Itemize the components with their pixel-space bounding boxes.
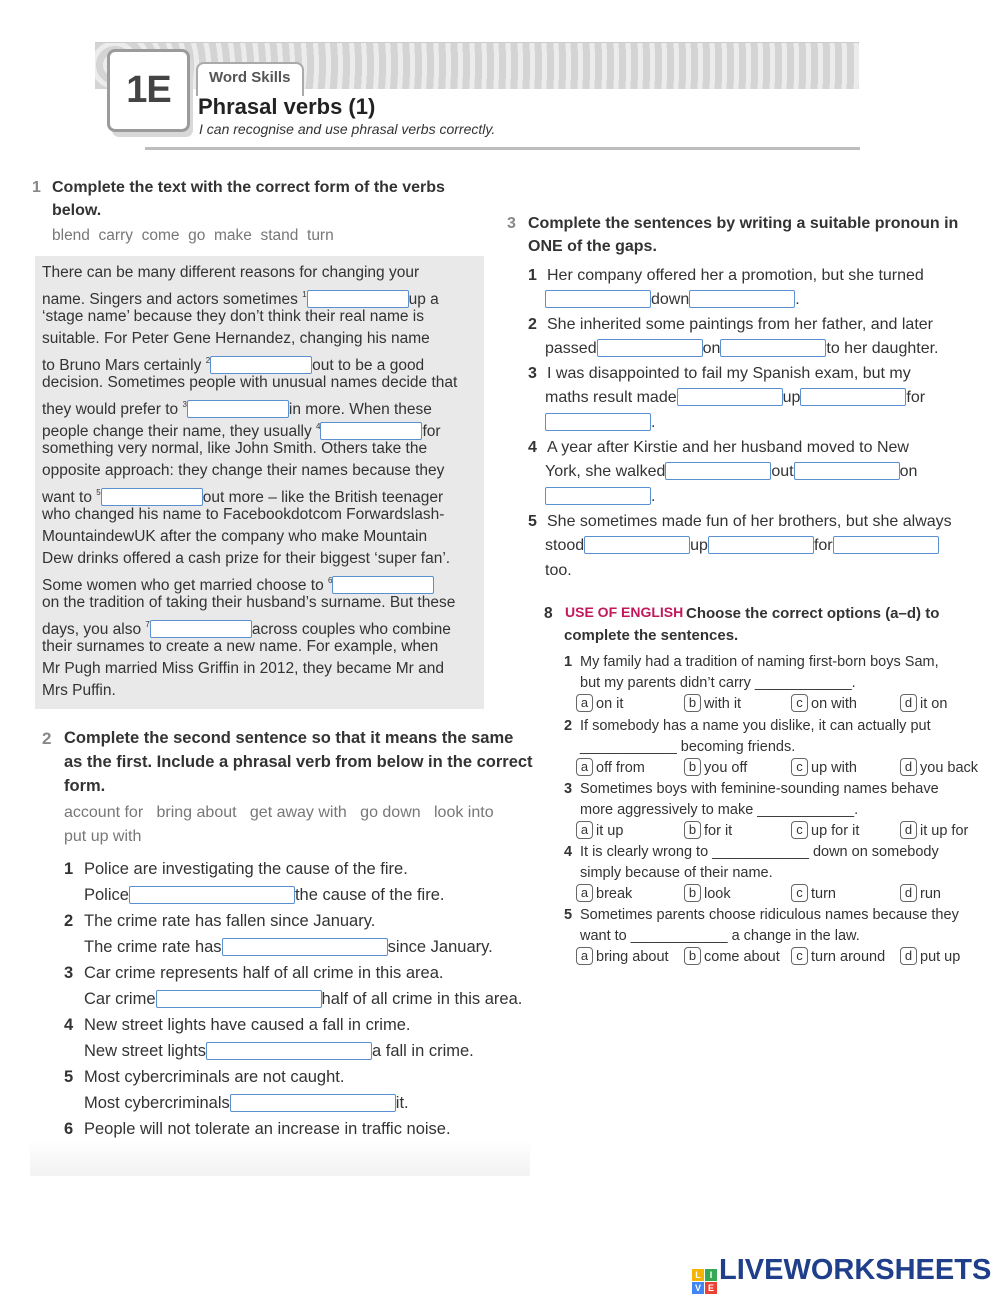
option-text: you back	[920, 760, 979, 776]
option-letter: a	[576, 694, 593, 712]
ex8-item-number: 5	[564, 907, 573, 923]
ex1-line-text: out more – like the British teenager	[202, 489, 444, 506]
ex3-word: up	[690, 537, 708, 554]
option-letter: c	[791, 884, 808, 902]
ex3-item-line1: She inherited some paintings from her father, and later	[547, 316, 933, 333]
ex2-instruction-line1: Complete the second sentence so that it means the same	[64, 729, 514, 747]
option-letter: b	[684, 947, 701, 965]
ex2-item-answer-line	[84, 1040, 474, 1062]
ex8-item-number: 2	[564, 718, 573, 734]
ex3-item-number: 3	[528, 365, 537, 382]
option-letter: d	[900, 947, 917, 965]
option-letter: b	[684, 884, 701, 902]
ex8-item-line1: If somebody has a name you dislike, it can actually put	[580, 718, 931, 734]
ex2-item-suffix: half of all crime in this area.	[321, 990, 523, 1008]
ex2-item-number: 1	[64, 860, 74, 878]
ex1-line	[42, 416, 457, 438]
ex3-prefix: York, she walked	[545, 463, 666, 480]
ex3-answer-box[interactable]	[597, 339, 703, 357]
ex8-item-line2: want to ____________ a change in the law.	[580, 928, 860, 944]
ex8-option-b[interactable]	[684, 758, 747, 779]
ex8-item-line1: Sometimes boys with feminine-sounding names behave	[580, 781, 939, 797]
option-text: on with	[811, 696, 857, 712]
ex2-item-prefix: New street lights	[84, 1042, 206, 1060]
scan-shadow	[30, 1140, 530, 1176]
option-text: look	[704, 886, 731, 902]
gap-number: 4	[316, 422, 321, 431]
unit-label: 1E	[126, 69, 171, 111]
option-text: break	[596, 886, 633, 902]
ex3-word: .	[795, 291, 800, 308]
ex8-option-b[interactable]	[684, 694, 741, 715]
option-letter: c	[791, 694, 808, 712]
ex3-answer-box[interactable]	[545, 290, 651, 308]
ex2-item-prefix: The crime rate has	[84, 938, 222, 956]
ex1-line-text: want to	[42, 489, 97, 506]
ex8-option-b[interactable]	[684, 947, 780, 968]
ex3-item-number: 2	[528, 316, 537, 333]
ex3-instruction-line2: ONE of the gaps.	[528, 238, 657, 255]
ex2-answer-box[interactable]	[230, 1094, 396, 1112]
ex3-item-number: 4	[528, 439, 537, 456]
ex2-item-first-sentence: Most cybercriminals are not caught.	[84, 1068, 345, 1086]
ex3-item-line1: Her company offered her a promotion, but she turned	[547, 267, 924, 284]
ex3-answer-box[interactable]	[794, 462, 900, 480]
ex8-option-a[interactable]	[576, 758, 645, 779]
option-letter: c	[791, 947, 808, 965]
option-text: bring about	[596, 949, 669, 965]
gap-number: 6	[328, 576, 333, 585]
ex8-item-line1: My family had a tradition of naming first-born boys Sam,	[580, 654, 939, 670]
ex8-instruction-line1: Choose the correct options (a–d) to	[686, 605, 940, 622]
ex1-line-text: they would prefer to	[42, 401, 183, 418]
ex3-tail: .	[651, 488, 656, 505]
option-text: up for it	[811, 823, 860, 839]
option-text: off from	[596, 760, 645, 776]
option-text: it up for	[920, 823, 969, 839]
ex8-option-a[interactable]	[576, 884, 632, 905]
ex3-prefix: passed	[545, 340, 597, 357]
gap-number: 3	[182, 400, 187, 409]
ex8-instruction-line2: complete the sentences.	[564, 627, 739, 644]
option-text: for it	[704, 823, 733, 839]
ex3-number: 3	[507, 215, 516, 232]
ex2-item-answer-line	[84, 1092, 409, 1114]
ex1-line: suitable. For Peter Gene Hernandez, changing his name	[42, 330, 430, 347]
ex3-word: down	[651, 291, 690, 308]
ex3-item-line1: A year after Kirstie and her husband moved to New	[547, 439, 909, 456]
ex8-option-c[interactable]	[791, 758, 857, 779]
ex1-line-text: name. Singers and actors sometimes	[42, 291, 303, 308]
ex8-item-line1: It is clearly wrong to ____________ down on somebody	[580, 844, 939, 860]
ex3-answer-box[interactable]	[708, 536, 814, 554]
ex3-item-line2	[545, 461, 917, 483]
ex3-item-line1: I was disappointed to fail my Spanish exam, but my	[547, 365, 911, 382]
ex8-item-number: 4	[564, 844, 573, 860]
ex1-line	[42, 570, 457, 592]
ex1-line: who changed his name to Facebookdotcom Forwardslash-	[42, 506, 445, 523]
ex3-answer-box[interactable]	[677, 388, 783, 406]
option-text: on it	[596, 696, 624, 712]
ex8-option-c[interactable]	[791, 884, 836, 905]
ex2-item-answer-line	[84, 884, 444, 906]
ex1-word-bank: blend carry come go make stand turn	[52, 227, 334, 244]
ex8-item-number: 1	[564, 654, 573, 670]
ex1-line: MountaindewUK after the company who make Mountain	[42, 528, 428, 545]
ex2-item-prefix: Most cybercriminals	[84, 1094, 230, 1112]
ex8-option-c[interactable]	[791, 694, 857, 715]
ex1-line	[42, 394, 457, 416]
option-letter: d	[900, 821, 917, 839]
option-letter: a	[576, 947, 593, 965]
ex3-answer-box[interactable]	[545, 487, 651, 505]
logo-text: LIVEWORKSHEETS	[719, 1254, 992, 1286]
ex8-option-d[interactable]	[900, 694, 947, 715]
ex3-answer-box[interactable]	[584, 536, 690, 554]
option-text: it on	[920, 696, 948, 712]
option-letter: b	[684, 758, 701, 776]
ex1-line-text: for	[422, 423, 441, 440]
option-text: turn	[811, 886, 836, 902]
ex2-item-suffix: it.	[395, 1094, 409, 1112]
ex3-word: on	[899, 463, 918, 480]
ex2-answer-box[interactable]	[129, 886, 295, 904]
ex1-line	[42, 614, 457, 636]
ex8-option-d[interactable]	[900, 947, 960, 968]
section-tag: Word Skills	[209, 69, 291, 86]
ex1-line-text: days, you also	[42, 621, 146, 638]
ex2-item-prefix: Police	[84, 886, 129, 904]
ex2-item-first-sentence: The crime rate has fallen since January.	[84, 912, 376, 930]
option-letter: d	[900, 758, 917, 776]
ex1-line: decision. Sometimes people with unusual names decide that	[42, 374, 458, 391]
ex1-line-text: to Bruno Mars certainly	[42, 357, 206, 374]
ex2-number: 2	[42, 729, 52, 748]
ex3-answer-box[interactable]	[800, 388, 906, 406]
ex8-option-d[interactable]	[900, 821, 968, 842]
ex3-item-line1: She sometimes made fun of her brothers, but she always	[547, 513, 952, 530]
ex2-item-answer-line	[84, 936, 493, 958]
unit-badge	[107, 49, 190, 132]
option-letter: c	[791, 821, 808, 839]
option-letter: b	[684, 821, 701, 839]
ex1-passage	[42, 262, 457, 702]
ex2-item-suffix: since January.	[387, 938, 493, 956]
ex1-line-text: across couples who combine	[251, 621, 451, 638]
ex2-answer-box[interactable]	[156, 990, 322, 1008]
ex2-item-number: 5	[64, 1068, 74, 1086]
ex1-line: Dew drinks offered a cash prize for their biggest ‘super fan’.	[42, 550, 451, 567]
ex1-line-text: out to be a good	[312, 357, 425, 374]
liveworksheets-logo[interactable]	[692, 1254, 991, 1294]
ex2-item-first-sentence: New street lights have caused a fall in crime.	[84, 1016, 411, 1034]
ex8-option-a[interactable]	[576, 821, 623, 842]
ex3-tail: too.	[545, 562, 572, 579]
option-text: it up	[596, 823, 624, 839]
ex3-answer-box[interactable]	[545, 413, 651, 431]
option-text: up with	[811, 760, 857, 776]
page-subtitle: I can recognise and use phrasal verbs correctly.	[199, 121, 496, 137]
ex1-line: on the tradition of taking their husband’s surname. But these	[42, 594, 456, 611]
ex3-item-line2	[545, 535, 939, 557]
ex3-tail: .	[651, 414, 656, 431]
ex3-word: on	[702, 340, 721, 357]
ex1-line	[42, 350, 457, 372]
ex8-option-b[interactable]	[684, 821, 732, 842]
ex2-item-number: 4	[64, 1016, 74, 1034]
ex1-line: Mrs Puffin.	[42, 682, 116, 699]
ex2-instruction-line2: as the first. Include a phrasal verb from below in the correct	[64, 753, 533, 771]
ex3-word: for	[813, 537, 833, 554]
ex3-word: out	[771, 463, 794, 480]
ex1-line: There can be many different reasons for changing your	[42, 264, 420, 281]
ex2-instruction-line3: form.	[64, 777, 106, 795]
ex8-item-line1: Sometimes parents choose ridiculous names because they	[580, 907, 959, 923]
ex3-word: to her daughter.	[826, 340, 939, 357]
ex2-answer-box[interactable]	[222, 938, 388, 956]
header-rule	[145, 147, 860, 150]
ex1-number: 1	[32, 179, 41, 196]
ex2-answer-box[interactable]	[206, 1042, 372, 1060]
gap-number: 7	[145, 620, 150, 629]
ex2-item-number: 2	[64, 912, 74, 930]
option-letter: a	[576, 884, 593, 902]
ex8-option-b[interactable]	[684, 884, 731, 905]
ex2-item-number: 6	[64, 1120, 74, 1138]
ex1-line	[42, 284, 457, 306]
ex2-item-suffix: a fall in crime.	[371, 1042, 474, 1060]
option-letter: d	[900, 694, 917, 712]
ex8-item-line2: more aggressively to make ____________.	[580, 802, 859, 818]
ex8-item-number: 3	[564, 781, 573, 797]
ex8-item-line2: ____________ becoming friends.	[580, 739, 796, 755]
ex1-line: their surnames to create a new name. For example, when	[42, 638, 439, 655]
ex3-item-line2	[545, 289, 800, 311]
ex8-item-line2: but my parents didn’t carry ____________.	[580, 675, 856, 691]
option-letter: d	[900, 884, 917, 902]
ex2-item-prefix: Car crime	[84, 990, 156, 1008]
ex1-line: something very normal, like John Smith. Others take the	[42, 440, 428, 457]
ex1-line-text: Some women who get married choose to	[42, 577, 329, 594]
option-text: with it	[704, 696, 742, 712]
ex1-line-text: in more. When these	[288, 401, 432, 418]
ex1-line-text: up a	[408, 291, 439, 308]
ex1-line: ‘stage name’ because they don’t think their real name is	[42, 308, 424, 325]
ex8-item-line2: simply because of their name.	[580, 865, 773, 881]
ex8-option-a[interactable]	[576, 694, 623, 715]
ex2-word-bank-line1: account for bring about get away with go down look into	[64, 804, 494, 821]
ex3-prefix: stood	[545, 537, 585, 554]
option-text: turn around	[811, 949, 886, 965]
ex1-line-text: people change their name, they usually	[42, 423, 317, 440]
ex1-instruction-line1: Complete the text with the correct form of the verbs	[52, 179, 445, 196]
logo-mark-icon: L I V E	[692, 1269, 717, 1294]
ex2-item-first-sentence: Car crime represents half of all crime in this area.	[84, 964, 444, 982]
ex3-answer-box[interactable]	[689, 290, 795, 308]
ex1-line: opposite approach: they change their names because they	[42, 462, 445, 479]
ex3-prefix: maths result made	[545, 389, 677, 406]
ex3-answer-box[interactable]	[720, 339, 826, 357]
ex3-item-line3	[545, 486, 655, 508]
ex1-line	[42, 482, 457, 504]
ex3-word: for	[906, 389, 926, 406]
ex8-option-a[interactable]	[576, 947, 669, 968]
ex3-item-number: 5	[528, 513, 537, 530]
gap-number: 5	[96, 488, 101, 497]
ex3-item-line3	[545, 560, 572, 582]
ex3-answer-box[interactable]	[665, 462, 771, 480]
ex2-word-bank-line2: put up with	[64, 828, 142, 845]
ex8-option-d[interactable]	[900, 758, 978, 779]
option-letter: b	[684, 694, 701, 712]
ex8-option-d[interactable]	[900, 884, 941, 905]
ex1-instruction-line2: below.	[52, 202, 102, 219]
ex8-option-c[interactable]	[791, 821, 859, 842]
ex3-answer-box[interactable]	[833, 536, 939, 554]
option-letter: c	[791, 758, 808, 776]
ex2-item-answer-line	[84, 988, 522, 1010]
option-text: put up	[920, 949, 961, 965]
option-letter: a	[576, 821, 593, 839]
ex8-use-of-english-label: USE OF ENGLISH	[565, 604, 684, 620]
ex2-item-suffix: the cause of the fire.	[294, 886, 445, 904]
option-text: you off	[704, 760, 748, 776]
gap-number: 1	[302, 290, 307, 299]
ex1-line: Mr Pugh married Miss Griffin in 2012, they became Mr and	[42, 660, 445, 677]
ex2-item-number: 3	[64, 964, 74, 982]
ex8-option-c[interactable]	[791, 947, 885, 968]
gap-number: 2	[205, 356, 211, 365]
ex8-number: 8	[544, 605, 553, 622]
option-text: run	[920, 886, 941, 902]
ex2-item-first-sentence: Police are investigating the cause of the fire.	[84, 860, 408, 878]
ex3-word: up	[782, 389, 801, 406]
ex3-instruction-line1: Complete the sentences by writing a suitable pronoun in	[528, 215, 959, 232]
option-text: come about	[704, 949, 780, 965]
ex3-item-number: 1	[528, 267, 537, 284]
page-title: Phrasal verbs (1)	[198, 94, 376, 119]
ex3-item-line2	[545, 387, 925, 409]
ex3-item-line3	[545, 412, 655, 434]
option-letter: a	[576, 758, 593, 776]
ex3-item-line2	[545, 338, 938, 360]
ex2-item-first-sentence: People will not tolerate an increase in traffic noise.	[84, 1120, 451, 1138]
